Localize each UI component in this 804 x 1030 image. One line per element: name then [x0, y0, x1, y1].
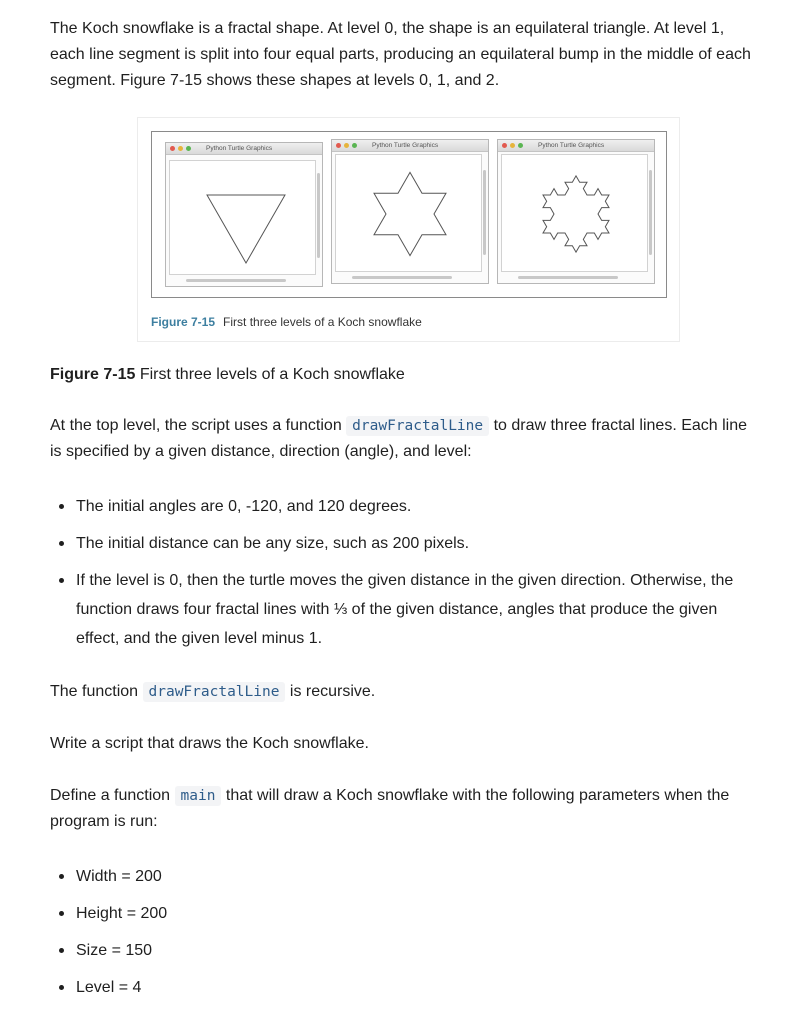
paragraph-text: At the top level, the script uses a function: [50, 417, 347, 434]
paragraph-draw-fractal-line: [50, 413, 762, 465]
list-item: Height = 200: [50, 899, 762, 928]
figure-inner-caption-number: Figure 7-15: [151, 315, 216, 329]
figure-caption: [50, 363, 405, 387]
paragraph-text: to draw three fractal lines. Each line is specified by a given distance, direction (angle), and level:: [50, 417, 748, 460]
koch-level-2-shape: [498, 140, 654, 283]
rules-list: [50, 492, 762, 653]
turtle-window-level-1: [331, 139, 489, 284]
paragraph-task: Write a script that draws the Koch snowflake.: [50, 735, 369, 752]
figure-caption-number: Figure 7-15: [50, 366, 136, 383]
list-item: The initial angles are 0, -120, and 120 degrees.: [50, 492, 762, 521]
list-item: Size = 150: [50, 936, 762, 965]
turtle-window-level-2: [497, 139, 655, 284]
paragraph-text: is recursive.: [285, 683, 376, 700]
window-title: Python Turtle Graphics: [372, 142, 439, 149]
list-item: Width = 200: [50, 862, 762, 891]
figure-inner-caption: [151, 314, 422, 330]
paragraph-define-main: [50, 783, 762, 835]
figure-caption-text: First three levels of a Koch snowflake: [139, 366, 405, 383]
code-draw-fractal-line: drawFractalLine: [143, 682, 286, 702]
intro-paragraph: The Koch snowflake is a fractal shape. At level 0, the shape is an equilateral triangle. At level 1, each line segment is split into four equal parts, producing an equilateral bump in the middle of each segment. Figure 7-15 shows these shapes at levels 0, 1, and 2.: [50, 20, 751, 89]
parameters-list: [50, 862, 762, 1002]
paragraph-text: Define a function: [50, 787, 175, 804]
window-title: Python Turtle Graphics: [538, 142, 605, 149]
koch-figure: [137, 117, 680, 342]
paragraph-recursive: [50, 679, 762, 705]
list-item: If the level is 0, then the turtle moves the given distance in the given direction. Otherwise, the function draws four fractal lines with ⅓ of the given distance, angles that produce the given effect, and the given level minus 1.: [50, 566, 762, 653]
figure-frame: [151, 131, 667, 298]
code-main: main: [175, 786, 222, 806]
list-item: The initial distance can be any size, such as 200 pixels.: [50, 529, 762, 558]
figure-inner-caption-text: First three levels of a Koch snowflake: [223, 315, 422, 329]
paragraph-text: that will draw a Koch snowflake with the following parameters when the program is run:: [50, 787, 730, 830]
koch-path: [543, 176, 609, 252]
koch-level-1-shape: [332, 140, 488, 283]
paragraph-text: The function: [50, 683, 143, 700]
koch-level-0-shape: [166, 143, 322, 286]
window-title: Python Turtle Graphics: [206, 145, 273, 152]
turtle-window-level-0: [165, 142, 323, 287]
list-item: Level = 4: [50, 973, 762, 1002]
koch-path: [374, 172, 446, 255]
koch-path: [207, 195, 285, 263]
code-draw-fractal-line: drawFractalLine: [346, 416, 489, 436]
